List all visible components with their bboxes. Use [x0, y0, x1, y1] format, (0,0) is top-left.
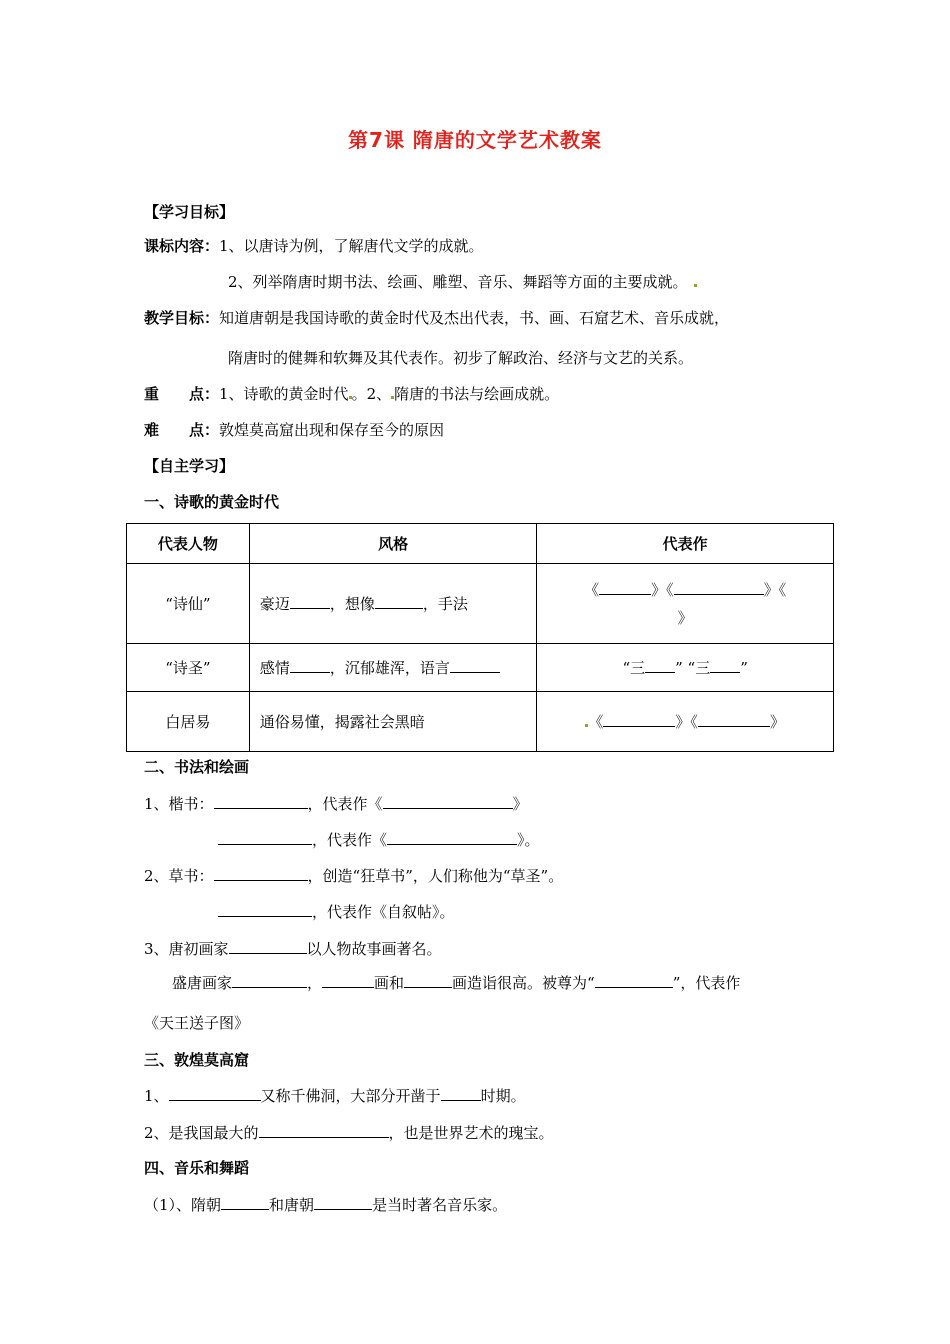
line-text: 时期。	[480, 1087, 526, 1105]
fill-blank	[450, 657, 500, 673]
fill-blank	[218, 829, 312, 845]
heading-music-dance: 四、音乐和舞蹈	[144, 1159, 250, 1177]
section-learning-goals: 【学习目标】	[144, 203, 235, 221]
line-text: 》	[512, 795, 528, 813]
fill-blank	[387, 829, 517, 845]
fill-blank	[229, 938, 307, 954]
style-cell	[249, 564, 537, 644]
dunhuang-line-1	[144, 1085, 526, 1106]
line-text: 是当时著名音乐家。	[372, 1196, 508, 1214]
curriculum-line-1	[144, 236, 484, 256]
heading-poetry: 一、诗歌的黄金时代	[144, 493, 280, 511]
works-text: 》	[677, 608, 693, 627]
line-text: ，代表作《	[312, 831, 388, 849]
works-text: 》《	[651, 580, 674, 599]
poets-table	[126, 523, 834, 752]
fill-blank	[232, 972, 307, 988]
key-points-text-a: 1、诗歌的黄金时代	[219, 385, 349, 403]
fill-blank	[375, 593, 423, 609]
calligraphy-line-2	[218, 829, 540, 850]
line-text: ，	[307, 974, 323, 992]
painter-line-3: 《天王送子图》	[144, 1014, 250, 1032]
works-text: 》《	[763, 580, 787, 599]
line-text: （1）、隋朝	[144, 1196, 222, 1214]
heading-calligraphy-painting: 二、书法和绘画	[144, 758, 250, 776]
fill-blank	[322, 972, 374, 988]
works-text: ” “三	[675, 659, 711, 677]
marker-dot	[694, 284, 697, 287]
music-line-1	[144, 1194, 507, 1215]
heading-dunhuang: 三、敦煌莫高窟	[144, 1051, 250, 1069]
works-cell	[537, 644, 834, 692]
line-text: ，也是世界艺术的瑰宝。	[388, 1124, 554, 1142]
line-text: 和唐朝	[269, 1196, 315, 1214]
fill-blank	[214, 865, 308, 881]
fill-blank	[404, 972, 452, 988]
works-text: “三	[622, 659, 646, 677]
dunhuang-line-2	[144, 1122, 554, 1143]
poet-name: 白居易	[127, 692, 250, 752]
fill-blank	[259, 1122, 389, 1138]
works-text: ”	[740, 659, 748, 677]
fill-blank	[218, 901, 312, 917]
style-text: ，想像	[329, 595, 375, 613]
line-text: 2、是我国最大的	[144, 1124, 259, 1142]
line-text: 画和	[374, 974, 405, 992]
fill-blank	[674, 579, 764, 595]
fill-blank	[314, 1194, 372, 1210]
curriculum-text-2: 2、列举隋唐时期书法、绘画、雕塑、音乐、舞蹈等方面的主要成就。	[228, 273, 688, 291]
line-text: 3、唐初画家	[144, 940, 229, 958]
header-cell: 代表人物	[127, 524, 250, 564]
teaching-goal-line-2: 隋唐时的健舞和软舞及其代表作。初步了解政治、经济与文艺的关系。	[228, 349, 694, 367]
teaching-goal-label: 教学目标：	[144, 309, 220, 327]
key-points-text-b: 。2、	[351, 385, 392, 403]
curriculum-line-2	[228, 272, 697, 292]
line-text: 画造诣很高。被尊为“	[452, 974, 595, 992]
calligraphy-line-1	[144, 793, 528, 814]
works-cell	[537, 692, 834, 752]
fill-blank	[221, 1194, 269, 1210]
fill-blank	[603, 711, 675, 727]
fill-blank	[645, 657, 675, 673]
key-points-line	[144, 384, 559, 404]
cursive-line-2	[218, 901, 455, 922]
header-cell: 代表作	[537, 524, 834, 564]
fill-blank	[169, 1085, 261, 1101]
key-points-text-c: 隋唐的书法与绘画成就。	[394, 385, 560, 403]
painter-line-1	[144, 938, 442, 959]
line-text: 》。	[517, 831, 540, 849]
fill-blank	[290, 657, 330, 673]
line-text: 又称千佛洞，大部分开凿于	[260, 1087, 441, 1105]
key-points-label: 重 点：	[144, 385, 220, 403]
style-text: ，手法	[422, 595, 468, 613]
works-text: 《	[588, 713, 604, 731]
works-text: 《	[584, 580, 600, 599]
curriculum-text-1: 1、以唐诗为例，了解唐代文学的成就。	[219, 237, 484, 255]
fill-blank	[441, 1085, 481, 1101]
fill-blank	[595, 972, 673, 988]
line-text: ，创造“狂草书”，人们称他为“草圣”。	[307, 867, 564, 885]
table-row	[127, 692, 834, 752]
fill-blank	[710, 657, 740, 673]
page-title: 第7课 隋唐的文学艺术教案	[348, 128, 602, 152]
teaching-goal-text-1: 知道唐朝是我国诗歌的黄金时代及杰出代表，书、画、石窟艺术、音乐成就，	[219, 309, 730, 327]
fill-blank	[599, 579, 651, 595]
table-row	[127, 644, 834, 692]
line-text: 盛唐画家	[172, 974, 233, 992]
style-text: 感情	[259, 659, 290, 677]
header-cell: 风格	[249, 524, 537, 564]
cursive-line-1	[144, 865, 563, 886]
poet-name: “诗圣”	[127, 644, 250, 692]
style-cell	[249, 644, 537, 692]
section-self-study: 【自主学习】	[144, 457, 235, 475]
difficulty-line	[144, 420, 444, 440]
fill-blank	[383, 793, 513, 809]
line-text: 以人物故事画著名。	[306, 940, 442, 958]
works-cell	[537, 564, 834, 644]
poet-name: “诗仙”	[127, 564, 250, 644]
style-cell: 通俗易懂，揭露社会黑暗	[249, 692, 537, 752]
line-text: 1、	[144, 1087, 169, 1105]
fill-blank	[214, 793, 308, 809]
works-text: 》《	[675, 713, 698, 731]
style-text: ，沉郁雄浑，语言	[329, 659, 450, 677]
line-text: ，代表作《	[307, 795, 383, 813]
line-text: 2、草书：	[144, 867, 214, 885]
works-text: 》	[769, 713, 785, 731]
line-text: ，代表作《自叙帖》。	[312, 903, 455, 921]
table-header-row	[127, 524, 834, 564]
teaching-goal-line-1	[144, 308, 729, 328]
fill-blank	[698, 711, 770, 727]
painter-line-2	[172, 972, 740, 993]
style-text: 豪迈	[259, 595, 290, 613]
difficulty-text: 敦煌莫高窟出现和保存至今的原因	[219, 421, 445, 439]
line-text: 1、楷书：	[144, 795, 214, 813]
fill-blank	[290, 593, 330, 609]
table-row	[127, 564, 834, 644]
difficulty-label: 难 点：	[144, 421, 220, 439]
line-text: ”，代表作	[672, 974, 741, 992]
curriculum-label: 课标内容：	[144, 237, 220, 255]
